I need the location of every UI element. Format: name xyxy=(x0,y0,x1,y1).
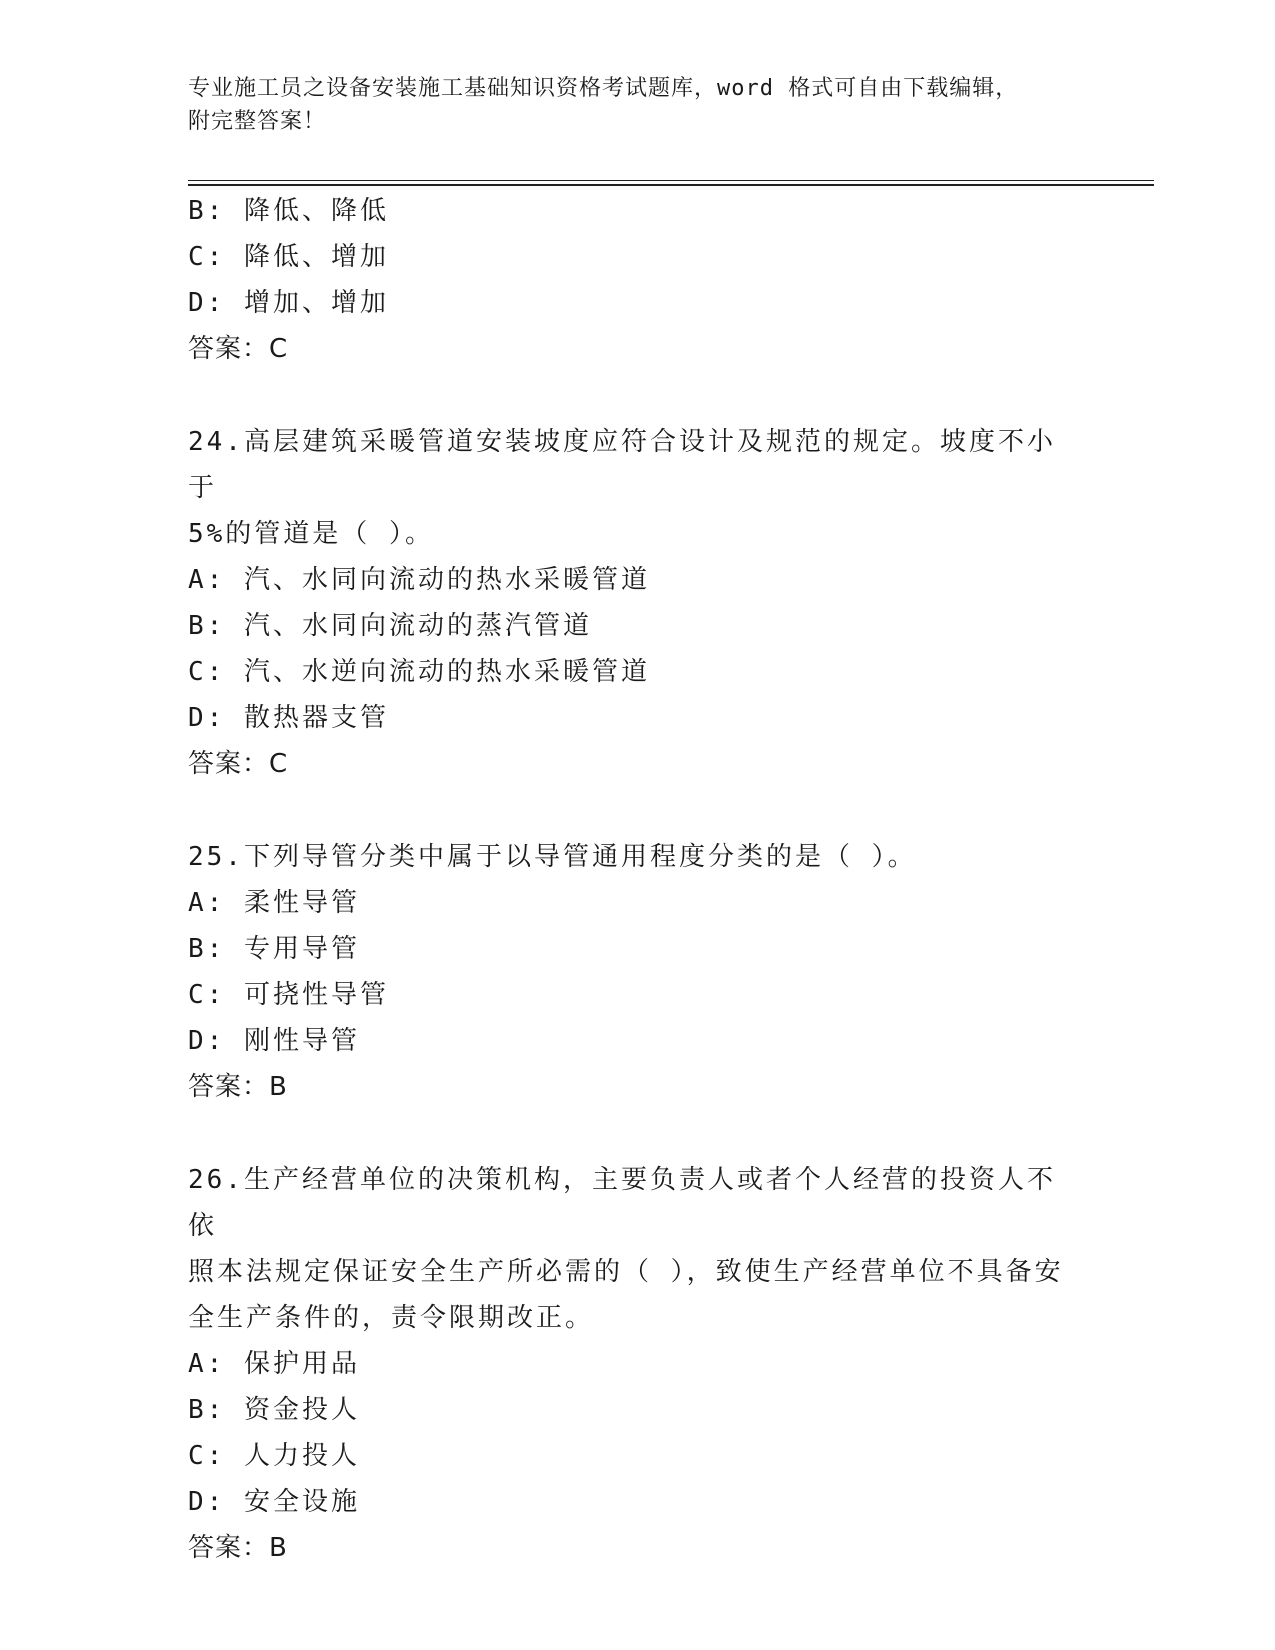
option-d: D: 安全设施 xyxy=(188,1487,360,1517)
option-b: B: 降低、降低 xyxy=(188,196,389,226)
question-block-24 xyxy=(188,419,1088,787)
header-divider-thick xyxy=(188,184,1154,186)
question-block-25 xyxy=(188,834,1088,1110)
option-c: C: 可挠性导管 xyxy=(188,980,389,1010)
option-a: A: 柔性导管 xyxy=(188,888,360,918)
option-c: C: 降低、增加 xyxy=(188,242,389,272)
question-text xyxy=(188,1157,1068,1341)
option-b: B: 专用导管 xyxy=(188,934,360,964)
question-text-line: 24.高层建筑采暖管道安装坡度应符合设计及规范的规定。坡度不小于 xyxy=(188,427,1056,503)
option-d: D: 散热器支管 xyxy=(188,703,389,733)
answer-line: 答案：C xyxy=(188,334,289,364)
answer-line: 答案：B xyxy=(188,1533,288,1563)
option-d: D: 刚性导管 xyxy=(188,1026,360,1056)
answer-line: 答案：C xyxy=(188,749,289,779)
header-line-2: 附完整答案！ xyxy=(188,109,327,134)
option-b: B: 资金投人 xyxy=(188,1395,360,1425)
option-a: A: 保护用品 xyxy=(188,1349,360,1379)
question-text-line: 照本法规定保证安全生产所必需的（ ），致使生产经营单位不具备安 xyxy=(188,1257,1064,1287)
document-header xyxy=(188,72,1088,138)
answer-line: 答案：B xyxy=(188,1072,288,1102)
option-b: B: 汽、水同向流动的蒸汽管道 xyxy=(188,611,592,641)
question-text xyxy=(188,834,1068,880)
header-divider-thin xyxy=(188,180,1154,181)
question-text-line: 全生产条件的，责令限期改正。 xyxy=(188,1303,595,1333)
document-body xyxy=(188,188,1088,1571)
question-text xyxy=(188,419,1068,557)
option-c: C: 汽、水逆向流动的热水采暖管道 xyxy=(188,657,650,687)
question-block-26 xyxy=(188,1157,1088,1571)
question-text-line: 25.下列导管分类中属于以导管通用程度分类的是（ ）。 xyxy=(188,842,917,872)
question-text-line: 5%的管道是（ ）。 xyxy=(188,519,434,549)
question-block-23-continued xyxy=(188,188,1088,372)
question-text-line: 26.生产经营单位的决策机构，主要负责人或者个人经营的投资人不依 xyxy=(188,1165,1056,1241)
option-a: A: 汽、水同向流动的热水采暖管道 xyxy=(188,565,650,595)
option-d: D: 增加、增加 xyxy=(188,288,389,318)
header-line-1: 专业施工员之设备安装施工基础知识资格考试题库，word 格式可自由下载编辑， xyxy=(188,76,1019,101)
option-c: C: 人力投人 xyxy=(188,1441,360,1471)
